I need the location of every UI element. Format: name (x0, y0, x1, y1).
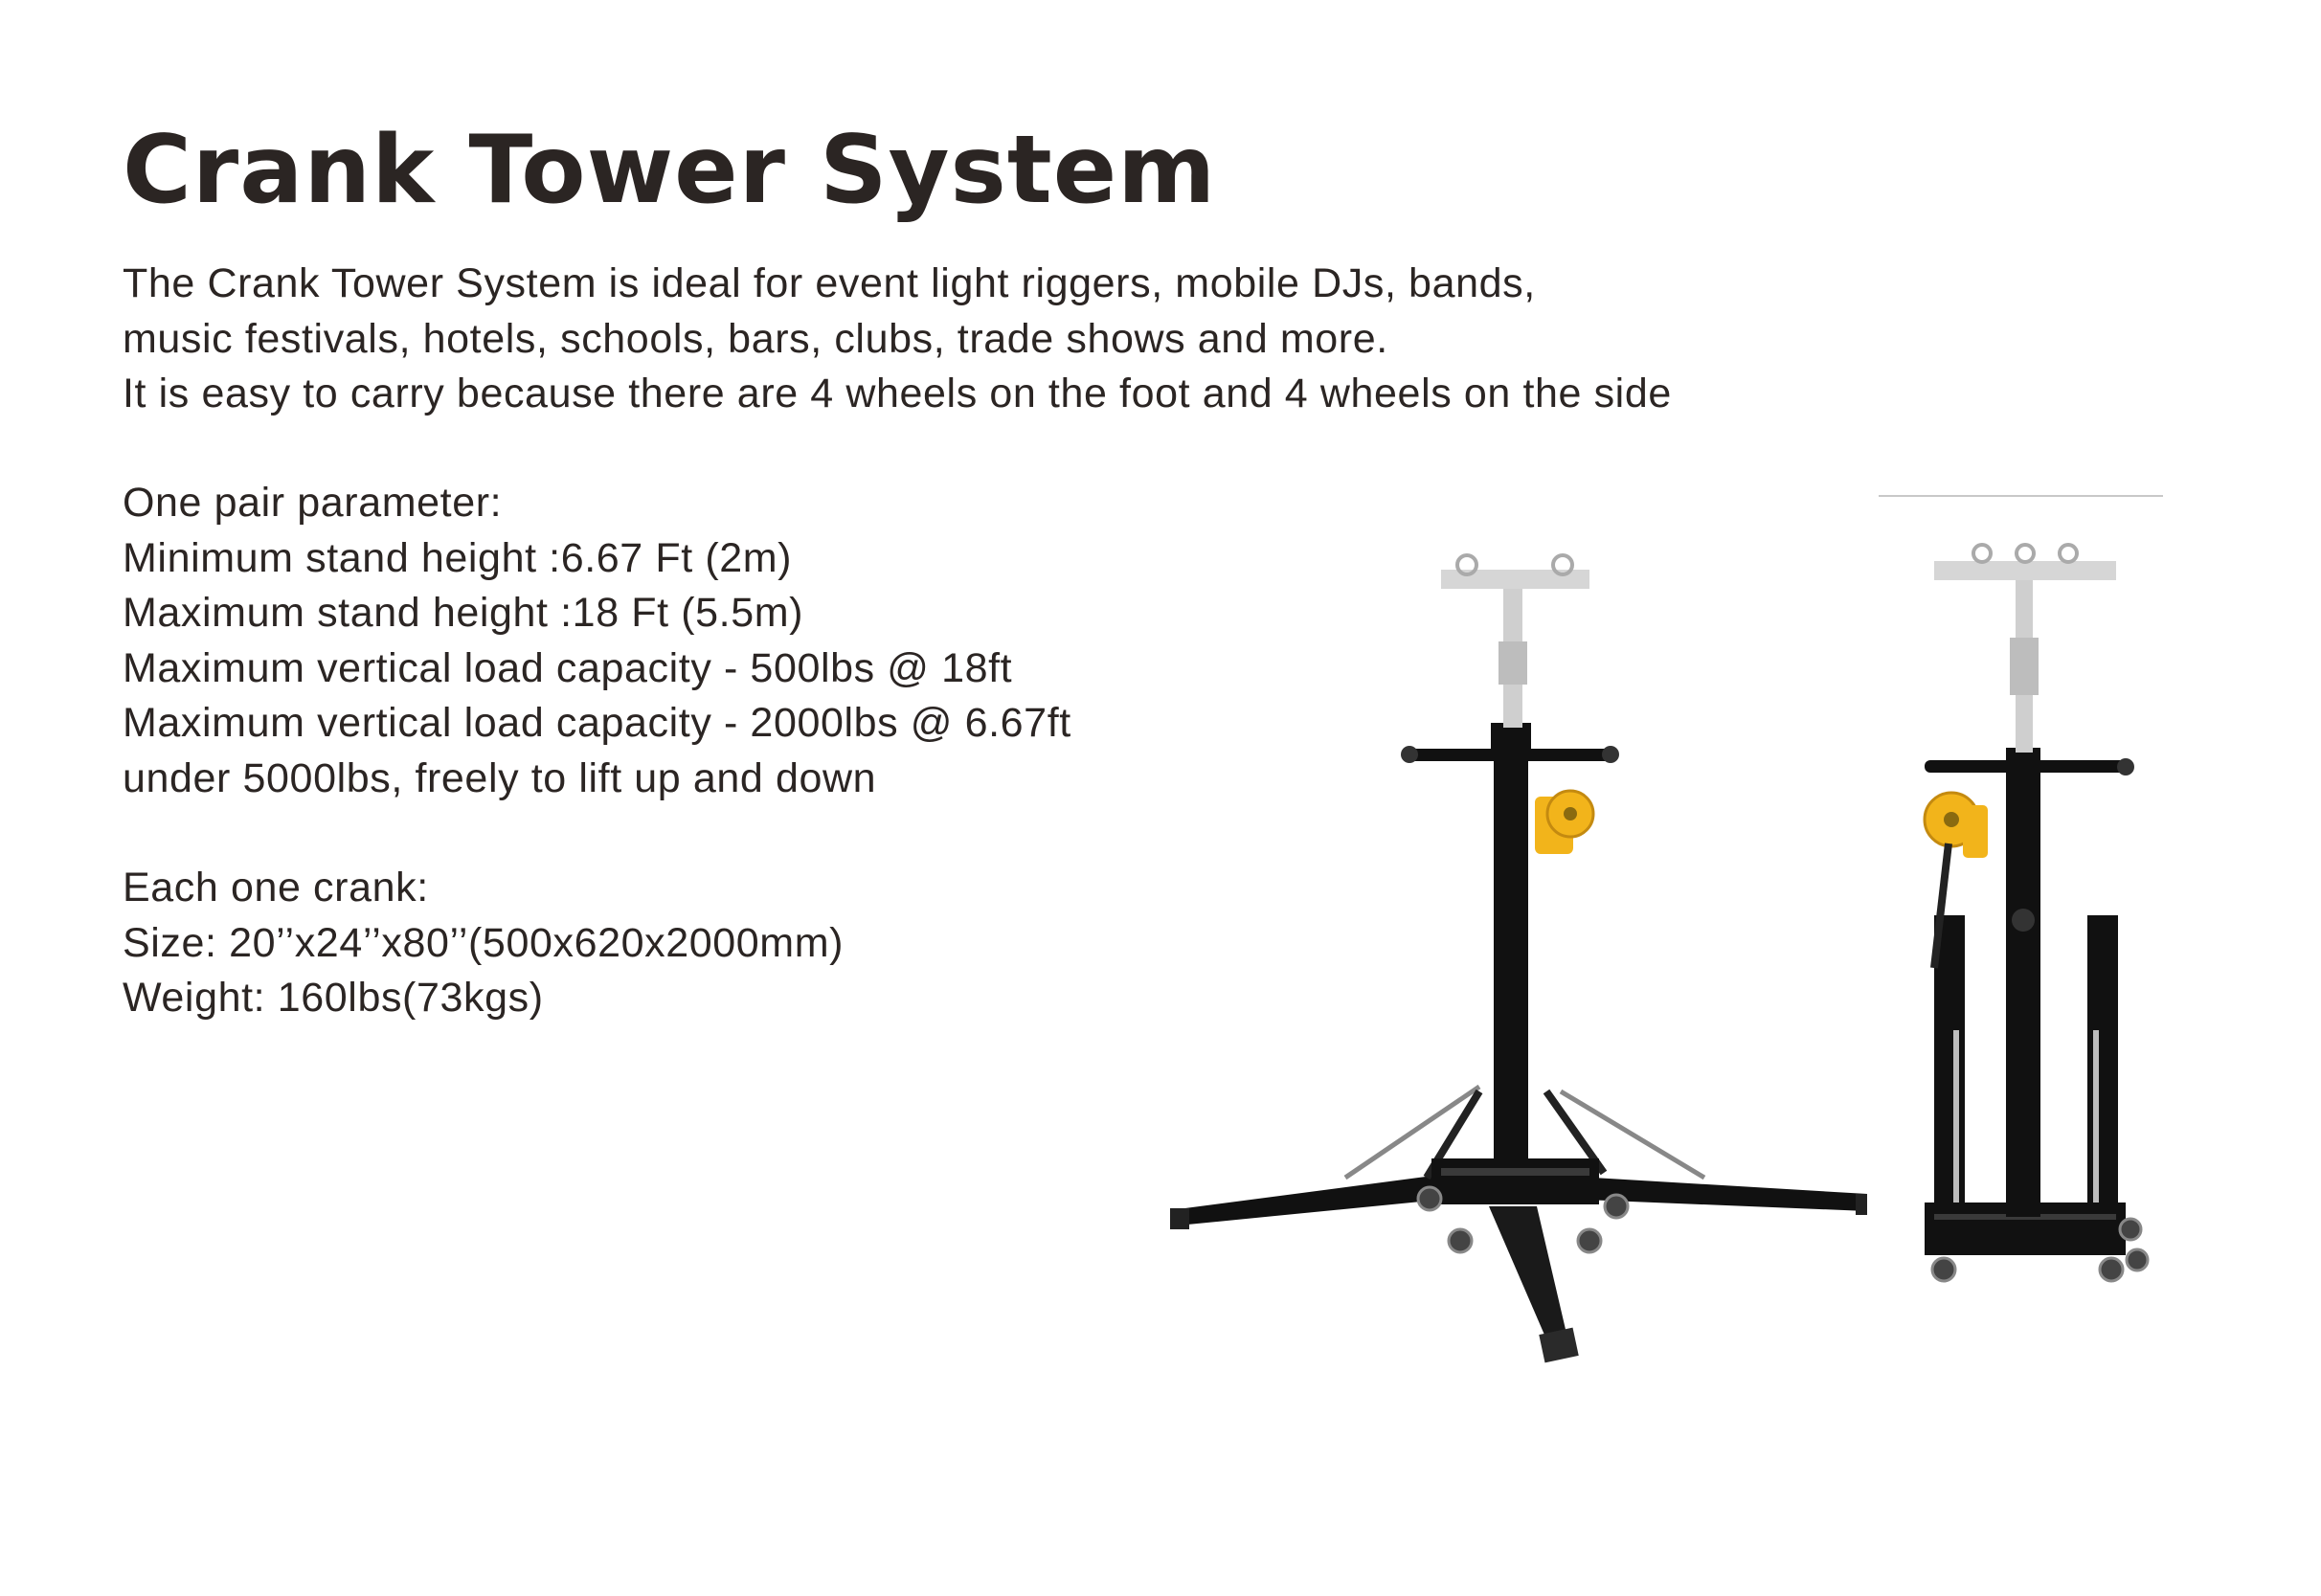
intro-paragraph (123, 257, 1672, 422)
crank-spec-block (123, 861, 844, 1026)
crank-tower-extended-image (1159, 546, 1867, 1369)
crank-spec-line: Size: 20’’x24’’x80’’(500x620x2000mm) (123, 919, 845, 966)
crank-tower-folded-image (1896, 532, 2154, 1327)
parameter-line: Minimum stand height :6.67 Ft (2m) (123, 534, 793, 581)
parameter-line: Maximum stand height :18 Ft (5.5m) (123, 590, 804, 636)
intro-line: music festivals, hotels, schools, bars, clubs, trade shows and more. (123, 315, 1388, 362)
parameter-line: Maximum vertical load capacity - 500lbs @ 18ft (123, 644, 1013, 691)
parameter-line: Maximum vertical load capacity - 2000lbs @ 6.67ft (123, 700, 1071, 746)
crank-heading: Each one crank: (123, 865, 429, 910)
crank-spec-line: Weight: 160lbs(73kgs) (123, 975, 544, 1021)
pair-parameter-block (123, 476, 1071, 806)
intro-line: It is easy to carry because there are 4 wheels on the foot and 4 wheels on the side (123, 371, 1672, 416)
intro-line: The Crank Tower System is ideal for event light riggers, mobile DJs, bands, (123, 260, 1536, 306)
parameter-line: under 5000lbs, freely to lift up and down (123, 754, 877, 801)
page-title: Crank Tower System (123, 116, 1217, 225)
divider-line (1879, 495, 2163, 497)
pair-parameter-heading: One pair parameter: (123, 480, 503, 526)
